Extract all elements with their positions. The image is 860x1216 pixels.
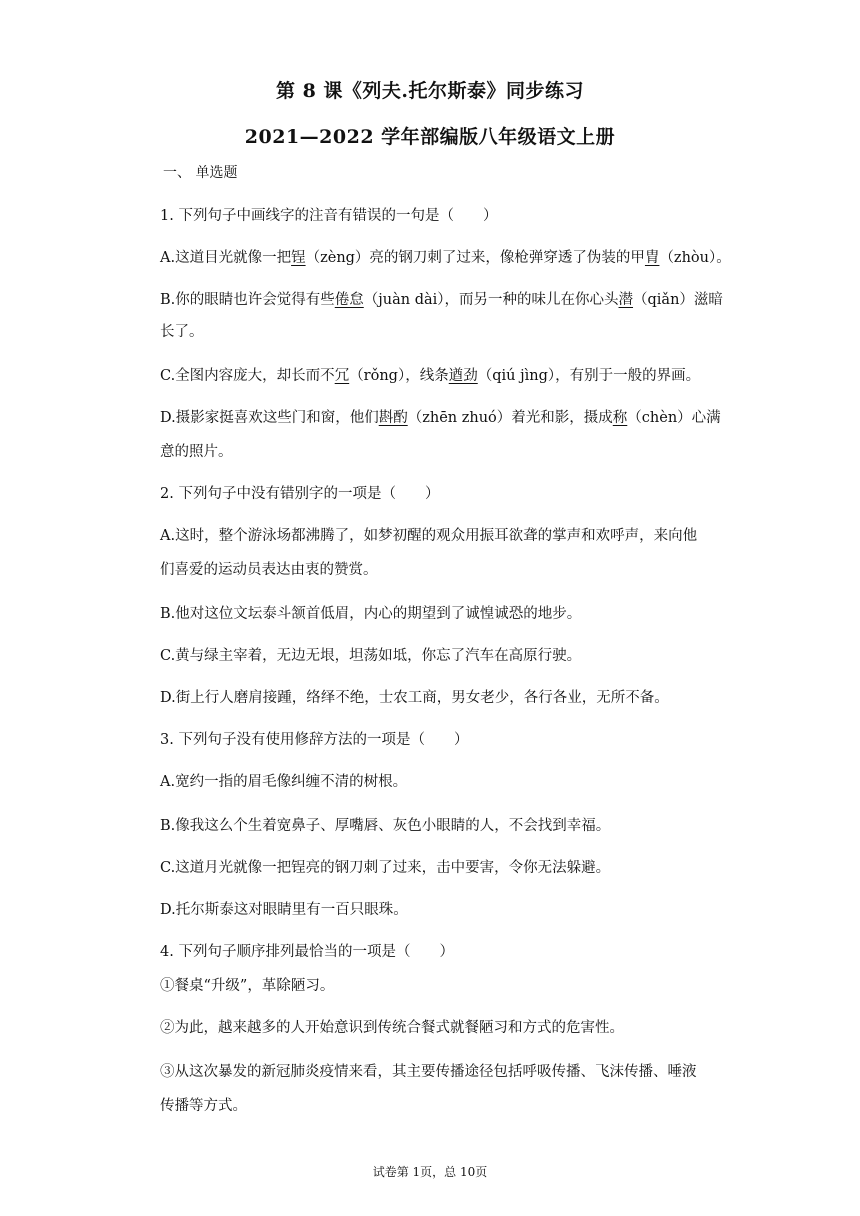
question-3-option-c: C.这道月光就像一把锃亮的钢刀刺了过来，击中要害，令你无法躲避。 bbox=[160, 860, 611, 876]
question-3-option-a: A.宽约一指的眉毛像纠缠不清的树根。 bbox=[160, 774, 408, 790]
question-1-option-d-cont: 意的照片。 bbox=[160, 444, 233, 460]
document-subtitle: 2021—2022 学年部编版八年级语文上册 bbox=[244, 126, 616, 148]
question-2-option-d: D.街上行人磨肩接踵，络绎不绝，士农工商，男女老少，各行各业，无所不备。 bbox=[160, 690, 669, 706]
section-heading: 一、 单选题 bbox=[163, 165, 238, 181]
underlined-char: 锃 bbox=[291, 250, 306, 266]
question-1-option-b: B.你的眼睛也许会觉得有些倦怠（juàn dài），而另一种的味儿在你心头潜（qiǎn）滋暗 bbox=[160, 292, 723, 308]
underlined-char: 斟酌 bbox=[378, 410, 408, 426]
question-3-option-b: B.像我这么个生着宽鼻子、厚嘴唇、灰色小眼睛的人，不会找到幸福。 bbox=[160, 818, 611, 834]
question-2-stem: 2. 下列句子中没有错别字的一项是（ ） bbox=[160, 486, 440, 502]
question-1-option-a: A.这道目光就像一把锃（zèng）亮的钢刀刺了过来，像枪弹穿透了伪装的甲胄（zhòu）。 bbox=[160, 250, 731, 266]
question-4-sentence-2: ②为此，越来越多的人开始意识到传统合餐式就餐陋习和方式的危害性。 bbox=[160, 1020, 624, 1036]
question-1-stem: 1. 下列句子中画线字的注音有错误的一句是（ ） bbox=[160, 208, 498, 224]
underlined-char: 胄 bbox=[644, 250, 660, 266]
question-2-option-c: C.黄与绿主宰着，无边无垠，坦荡如坻，你忘了汽车在高原行驶。 bbox=[160, 648, 582, 664]
question-4-sentence-3: ③从这次暴发的新冠肺炎疫情来看，其主要传播途径包括呼吸传播、飞沫传播、唾液 bbox=[160, 1064, 697, 1080]
question-4-sentence-3-cont: 传播等方式。 bbox=[160, 1098, 247, 1114]
document-title: 第 8 课《列夫.托尔斯泰》同步练习 bbox=[275, 80, 585, 102]
question-1-option-d: D.摄影家挺喜欢这些门和窗，他们斟酌（zhēn zhuó）着光和影，摄成称（chèn）心满 bbox=[160, 410, 721, 426]
underlined-char: 倦怠 bbox=[334, 292, 364, 308]
question-1-option-b-cont: 长了。 bbox=[160, 324, 204, 340]
question-3-option-d: D.托尔斯泰这对眼睛里有一百只眼珠。 bbox=[160, 902, 408, 918]
underlined-char: 潜 bbox=[618, 292, 634, 308]
question-2-option-b: B.他对这位文坛泰斗颔首低眉，内心的期望到了诚惶诚恐的地步。 bbox=[160, 606, 582, 622]
underlined-char: 称 bbox=[612, 410, 628, 426]
page-footer: 试卷第 1页，总 10页 bbox=[372, 1165, 488, 1179]
question-2-option-a: A.这时，整个游泳场都沸腾了，如梦初醒的观众用振耳欲聋的掌声和欢呼声，来向他 bbox=[160, 528, 698, 544]
question-4-stem: 4. 下列句子顺序排列最恰当的一项是（ ） bbox=[160, 944, 454, 960]
question-3-stem: 3. 下列句子没有使用修辞方法的一项是（ ） bbox=[160, 732, 469, 748]
underlined-char: 遒劲 bbox=[448, 368, 478, 384]
question-1-option-c: C.全图内容庞大，却长而不冗（rǒng），线条遒劲（qiú jìng），有别于一般的界画。 bbox=[160, 368, 701, 384]
underlined-char: 冗 bbox=[334, 368, 350, 384]
question-2-option-a-cont: 们喜爱的运动员表达由衷的赞赏。 bbox=[160, 562, 378, 578]
question-4-sentence-1: ①餐桌“升级”，革除陋习。 bbox=[160, 978, 335, 994]
